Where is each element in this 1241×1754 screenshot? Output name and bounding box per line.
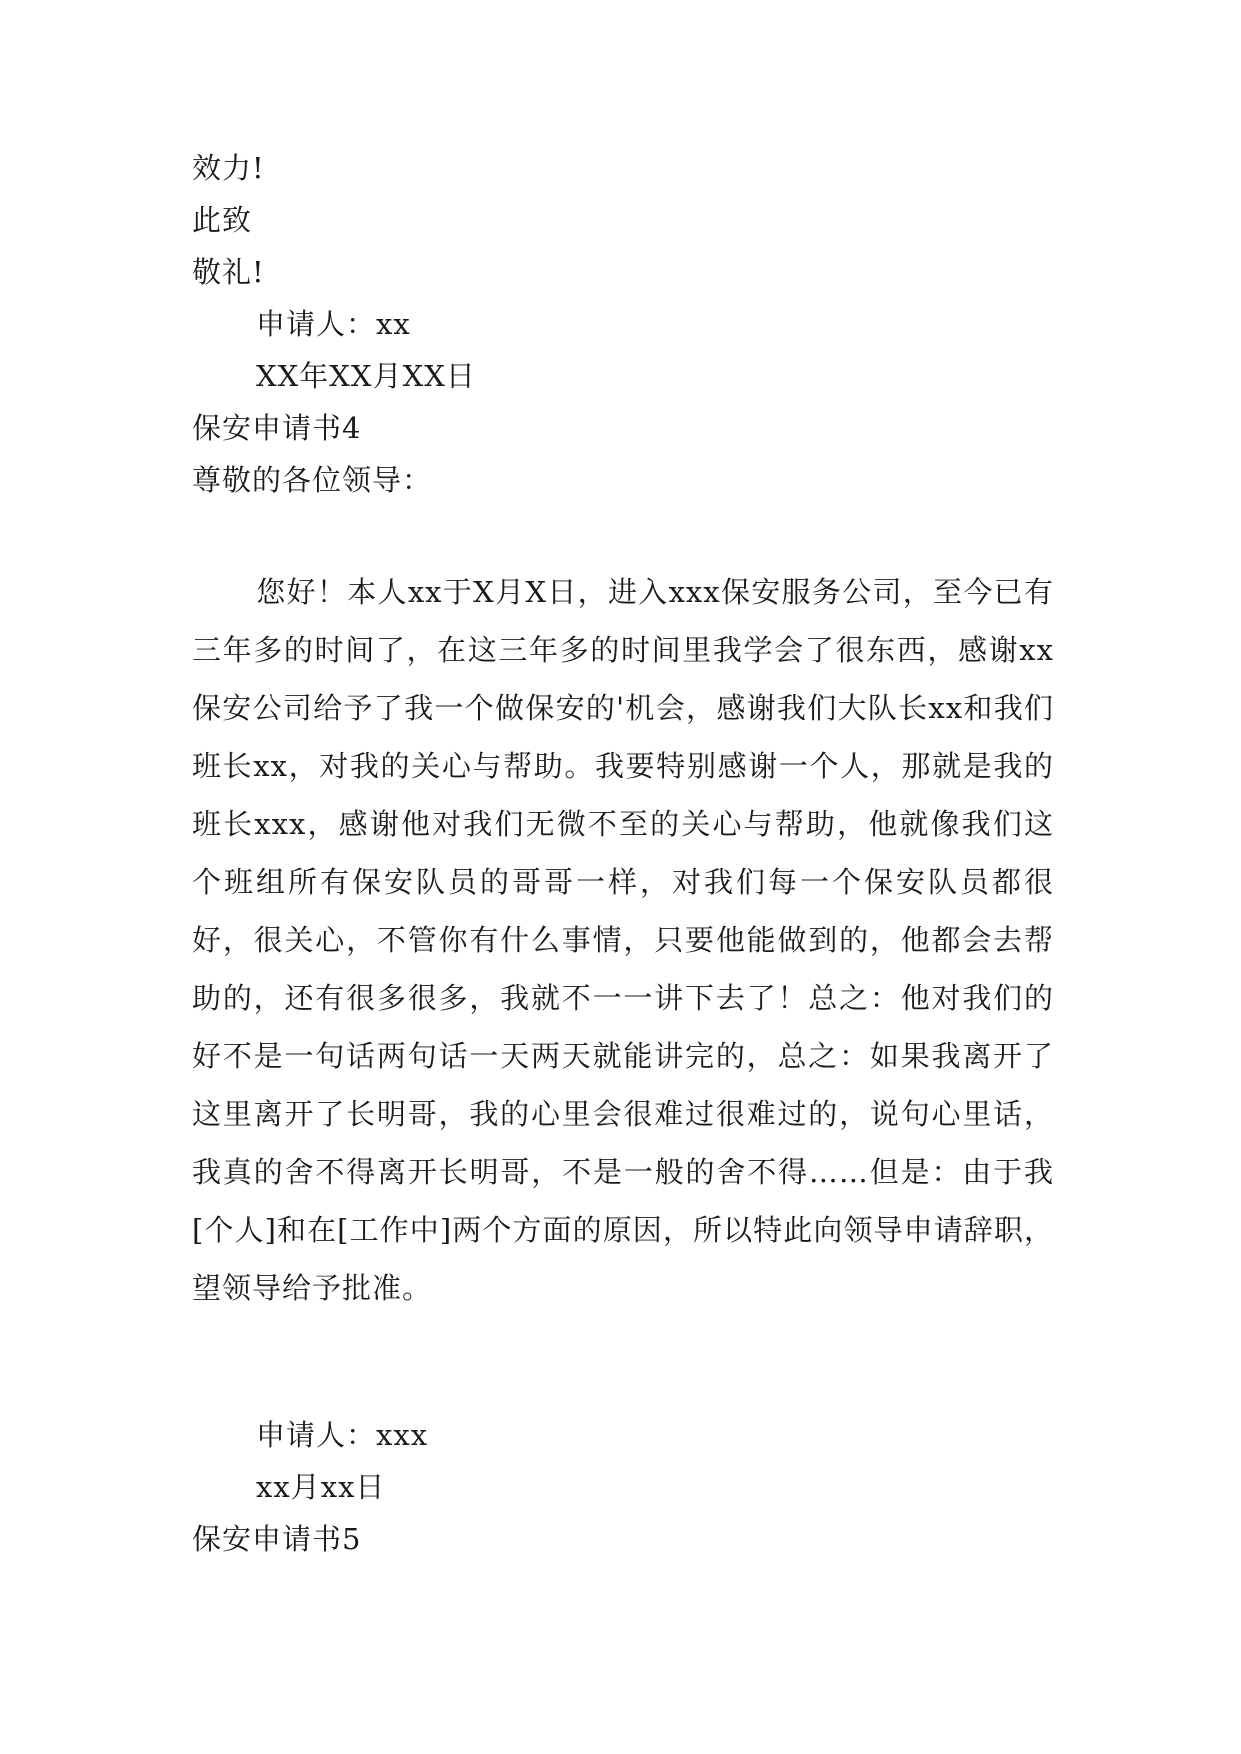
salutation: 尊敬的各位领导： [192, 463, 433, 497]
signature-date-4: xx月xx日 [256, 1470, 386, 1504]
applicant-signature: 申请人：xx [256, 307, 411, 341]
signature-date: XX年XX月XX日 [256, 359, 476, 393]
closing-line-2: 此致 [192, 203, 253, 237]
applicant-signature-4: 申请人：xxx [256, 1418, 429, 1452]
letter-body [192, 563, 1054, 1317]
closing-line-1: 效力! [192, 151, 265, 185]
section-title-4: 保安申请书4 [192, 411, 362, 445]
section-title-5: 保安申请书5 [192, 1522, 362, 1556]
closing-line-3: 敬礼! [192, 255, 265, 289]
letter-body-text: 您好！本人xx于X月X日，进入xxx保安服务公司，至今已有三年多的时间了，在这三年多的时间里我学会了很东西，感谢xx保安公司给予了我一个做保安的'机会，感谢我们大队长xx和我们班长xx，对我的关心与帮助。我要特别感谢一个人，那就是我的班长xxx，感谢他对我们无微不至的关心与帮助，他就像我们这个班组所有保安队员的哥哥一样，对我们每一个保安队员都很好，很关心，不管你有什么事情，只要他能做到的，他都会去帮助的，还有很多很多，我就不一一讲下去了！总之：他对我们的好不是一句话两句话一天两天就能讲完的，总之：如果我离开了这里离开了长明哥，我的心里会很难过很难过的，说句心里话，我真的舍不得离开长明哥，不是一般的舍不得……但是：由于我[个人]和在[工作中]两个方面的原因，所以特此向领导申请辞职，望领导给予批准。 [192, 575, 1054, 1305]
